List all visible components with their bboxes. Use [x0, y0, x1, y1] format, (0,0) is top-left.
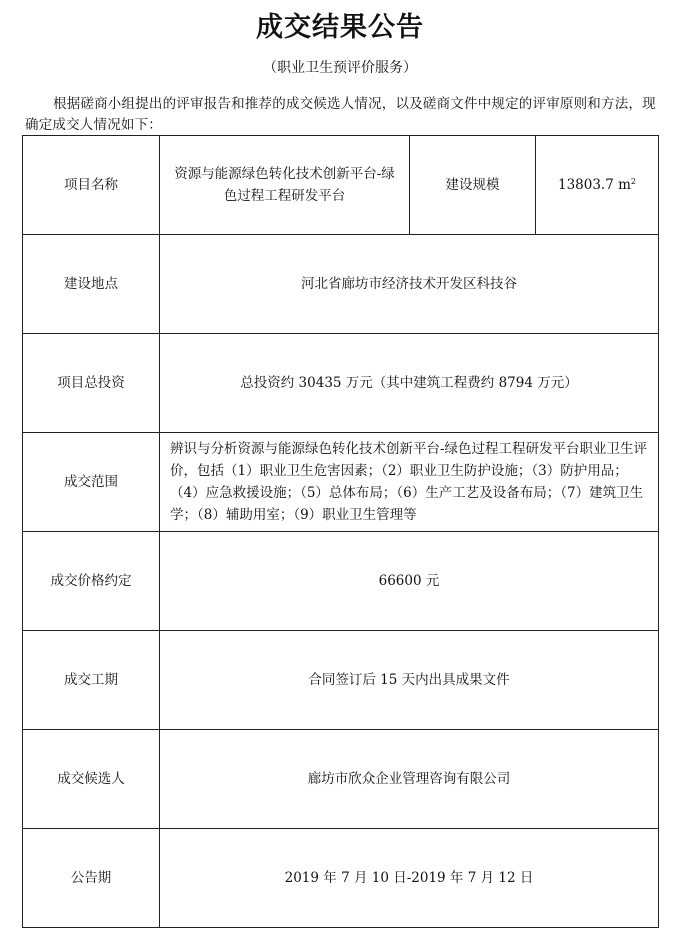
price-value: 66600 元 [160, 532, 659, 631]
project-name-label: 项目名称 [23, 136, 160, 235]
table-row-notice [23, 829, 659, 928]
notice-label: 公告期 [23, 829, 160, 928]
table-row-price [23, 532, 659, 631]
notice-value: 2019 年 7 月 10 日-2019 年 7 月 12 日 [160, 829, 659, 928]
period-label: 成交工期 [23, 631, 160, 730]
price-label: 成交价格约定 [23, 532, 160, 631]
scope-label: 成交范围 [23, 433, 160, 532]
location-value: 河北省廊坊市经济技术开发区科技谷 [160, 235, 659, 334]
investment-value: 总投资约 30435 万元（其中建筑工程费约 8794 万元） [160, 334, 659, 433]
scale-value: 13803.7 m [557, 177, 631, 193]
result-table [22, 135, 659, 928]
period-value: 合同签订后 15 天内出具成果文件 [160, 631, 659, 730]
intro-paragraph: 根据磋商小组提出的评审报告和推荐的成交候选人情况，以及磋商文件中规定的评审原则和方法，现确定成交人情况如下： [25, 96, 656, 133]
page-title: 成交结果公告 [256, 12, 424, 43]
scale-label: 建设规模 [410, 136, 536, 235]
page-subtitle: （职业卫生预评价服务） [263, 60, 417, 76]
table-row-period [23, 631, 659, 730]
table-row-investment [23, 334, 659, 433]
scale-value-cell [536, 136, 659, 235]
table-row-scope [23, 433, 659, 532]
candidate-label: 成交候选人 [23, 730, 160, 829]
table-row-project-name [23, 136, 659, 235]
investment-label: 项目总投资 [23, 334, 160, 433]
candidate-value: 廊坊市欣众企业管理咨询有限公司 [160, 730, 659, 829]
table-row-location [23, 235, 659, 334]
table-row-candidate [23, 730, 659, 829]
scale-unit-superscript: 2 [630, 177, 636, 186]
scope-value: 辨识与分析资源与能源绿色转化技术创新平台-绿色过程工程研发平台职业卫生评价，包括（1）职业卫生危害因素；（2）职业卫生防护设施；（3）防护用品；（4）应急救援设施；（5）总体布局；（6）生产工艺及设备布局；（7）建筑卫生学；（8）辅助用室；（9）职业卫生管理等 [160, 433, 659, 532]
location-label: 建设地点 [23, 235, 160, 334]
project-name-value: 资源与能源绿色转化技术创新平台-绿色过程工程研发平台 [160, 136, 410, 235]
